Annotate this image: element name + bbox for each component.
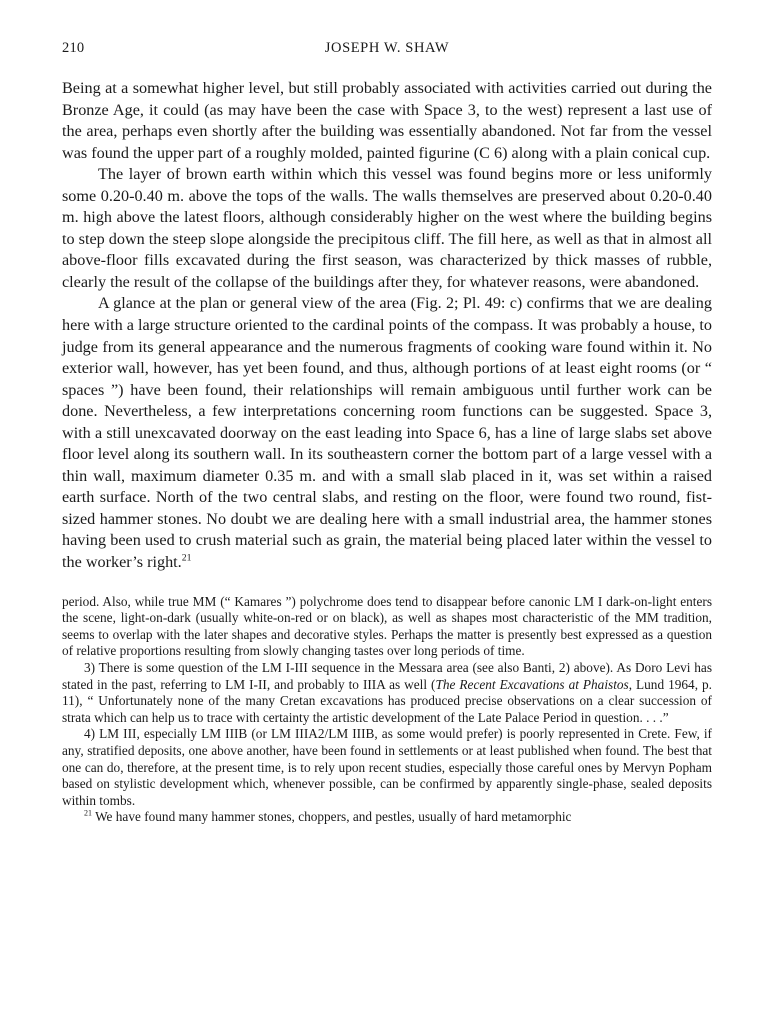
body-paragraph: A glance at the plan or general view of the area (Fig. 2; Pl. 49: c) confirms that we are dealing here with a large structure oriented to the cardinal points of the compass. It was probably a house, to judge from its general appearance and the numerous fragments of cooking ware found within it. No exterior wall, however, has yet been found, and thus, although portions of at least eight rooms (or “ spaces ”) have been found, their relationships will remain ambiguous until further work can be done. Nevertheless, a few interpretations concerning room functions can be suggested. Space 3, with a still unexcavated doorway on the east leading into Space 6, has a line of large slabs set above floor level along its southern wall. In its southeastern corner the bottom part of a large vessel with a thin wall, maximum diameter 0.35 m. and with a small slab placed in it, was set within a raised earth surface. North of the two central slabs, and resting on the floor, were found two round, fist-sized hammer stones. No doubt we are dealing here with a small industrial area, the hammer stones having been used to crush material such as grain, the material being placed later within the vessel to the worker’s right.$^{21}$ [62,294,712,572]
footnotes [62,594,712,826]
running-head [62,40,712,62]
body-paragraph: The layer of brown earth within which this vessel was found begins more or less uniformly some 0.20-0.40 m. above the tops of the walls. The walls themselves are preserved about 0.20-0.40 m. high above the latest floors, although considerably higher on the west where the building begins to step down the steep slope alongside the precipitous cliff. The fill here, as well as that in almost all above-floor fills excavated during the first season, was characterized by thick masses of rubble, clearly the result of the collapse of the buildings after they, for whatever reasons, were abandoned. [62,165,712,291]
footnote-continuation: period. Also, while true MM (“ Kamares ”) polychrome does tend to disappear before canonic LM I dark-on-light enters the scene, light-on-dark (usually white-on-red or on black), as well as shapes most characteristic of the MM tradition, seems to overlap with the later shapes and decorative styles. Perhaps the matter is presently best expressed as a question of relative proportions resulting from slowly changing tastes over long periods of time. [62,593,712,659]
cited-title: The Recent Excavations at Phaistos [435,676,629,692]
footnote-4: 4) LM III, especially LM IIIB (or LM IIIA2/LM IIIB, as some would prefer) is poorly represented in Crete. Few, if any, stratified deposits, one above another, have been found in settlements or at least published when found. The best that one can do, therefore, at the present time, is to rely upon recent studies, especially those careful ones by Mervyn Popham based on stylistic development which, whenever possible, can be confirmed by apparently single-phase, sealed deposits within tombs. [62,726,712,808]
footnote-3: 3) There is some question of the LM I-III sequence in the Messara area (see also Banti, 2) above). As Doro Levi has stated in the past, referring to LM I-II, and probably to IIIA as well (The Recent Excavations at Phaistos, Lund 1964, p. 11), “ Unfortunately none of the many Cretan excavations has produced precise observations on a clear succession of strata which can help us to trace with certainty the artistic development of the Late Palace Period in question. . . .” [62,659,712,725]
page-number: 210 [62,40,85,56]
footnote-marker: 21 [84,808,92,818]
running-title: JOSEPH W. SHAW [324,40,450,56]
body-text [62,78,712,574]
footnote-ref: 21 [181,552,192,564]
footnote-21: $^{21}$ We have found many hammer stones, choppers, and pestles, usually of hard metamorphic [84,808,572,825]
page [62,0,712,826]
body-paragraph: Being at a somewhat higher level, but still probably associated with activities carried out during the Bronze Age, it could (as may have been the case with Space 3, to the west) represent a last use of the area, perhaps even shortly after the building was essentially abandoned. Not far from the vessel was found the upper part of a roughly molded, painted figurine (C 6) along with a plain conical cup. [62,79,712,162]
